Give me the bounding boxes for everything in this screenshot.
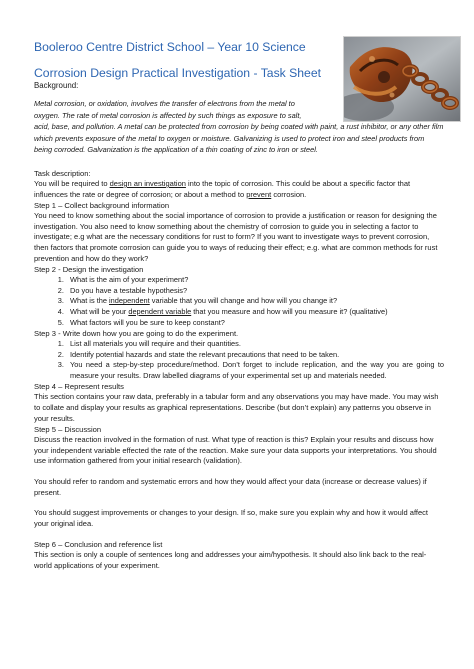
task-heading: Task description: — [34, 168, 91, 178]
step2-item — [66, 296, 444, 307]
sheet-title: Corrosion Design Practical Investigation - Task Sheet — [34, 66, 321, 80]
step5-heading: Step 5 – Discussion — [34, 425, 102, 435]
step2-item — [66, 318, 444, 329]
step3-item: 1. List all materials you will require and their quantities. — [66, 339, 444, 350]
task-emphasis-prevent: prevent — [246, 189, 272, 199]
step2-item — [66, 286, 444, 297]
step2-list — [34, 275, 444, 328]
step2-item-text: What factors will you be sure to keep constant? — [70, 317, 225, 327]
task-sheet — [34, 38, 444, 572]
step2-item — [66, 275, 444, 286]
step2-heading: Step 2 - Design the investigation — [34, 265, 144, 275]
background-text — [34, 98, 444, 156]
step2-item-text: What will be your — [70, 306, 129, 316]
step2-item-text: What is the — [70, 296, 110, 306]
background-line-2: oxygen. The rate of metal corrosion is affected by such things as exposure to salt, — [34, 110, 302, 120]
step4-heading: Step 4 – Represent results — [34, 382, 124, 392]
step3-item: 2. Identify potential hazards and state the relevant precautions that need to be taken. — [66, 350, 444, 361]
step1-text: You need to know something about the social importance of corrosion to provide a justification or reason for designing the investigation. You also need to know something about the chemistry of corrosion to guide you in selecting a factor to investigate; e.g what are the necessary conditions for rust to form? If you want to investigate ways to prevent corrosion, then factors that promote corrosion can guide you to ways of reducing their effect; e.g. what are common methods for rust prevention and how do they work? — [34, 211, 438, 263]
task-text-2: into the topic of corrosion. This could be about a specific factor that influences the rate or degree of corrosion; or about a method to — [34, 178, 411, 199]
step2-item-text: variable that you will change and how will you change it? — [149, 296, 338, 306]
independent-variable-term: independent — [109, 296, 150, 306]
step3-heading: Step 3 - Write down how you are going to do the experiment. — [34, 329, 239, 339]
step2-item — [66, 307, 444, 318]
task-emphasis-design: design an investigation — [109, 178, 186, 188]
step6-heading: Step 6 – Conclusion and reference list — [34, 540, 163, 550]
task-text-3: corrosion. — [271, 189, 307, 199]
step5-text: Discuss the reaction involved in the formation of rust. What type of reaction is this? Explain your results and discuss how your independent variable effected the rate of the reaction. Make sure your data supports your interpretations. You should use information gathered from your initial research (validation). — [34, 435, 437, 466]
task-description — [34, 179, 444, 200]
step3-list — [34, 339, 444, 381]
step4-text: This section contains your raw data, preferably in a tabular form and any observations you may have made. You may wish to collate and display your results as graphical representations. Describe (but don’t explain) any patterns you observe in your results. — [34, 392, 439, 423]
step3-item: 3. You need a step-by-step procedure/method. Don’t forget to include replication, and the way you are going to measure your results. Draw labelled diagrams of your experimental set up and materials needed. — [66, 360, 444, 381]
step5-improvements-text: You should suggest improvements or changes to your design. If so, make sure you explain why and how it would affect your original idea. — [34, 508, 428, 528]
step2-item-text: that you measure and how will you measure it? (qualitative) — [191, 306, 388, 316]
school-title: Booleroo Centre District School – Year 10 Science — [34, 40, 306, 54]
step1-heading: Step 1 – Collect background information — [34, 201, 170, 211]
step6-text: This section is only a couple of sentences long and addresses your aim/hypothesis. It should also link back to the real-world applications of your experiment. — [34, 550, 427, 570]
background-rest: acid, base, and pollution. A metal can be protected from corrosion by being coated with paint, a rust inhibitor, or any other film which prevents exposure of the metal to oxygen or moisture. Galvanizing is used to protect iron and steel products from being corroded. Galvanization is the application of a thin coating of zinc to iron or steel. — [34, 122, 444, 155]
step2-item-text: Do you have a testable hypothesis? — [70, 285, 188, 295]
step5-errors-text: You should refer to random and systematic errors and how they would affect your data (increase or decrease values) if present. — [34, 477, 427, 497]
task-text-1: You will be required to — [34, 178, 110, 188]
background-label: Background: — [34, 81, 79, 90]
background-line-1: Metal corrosion, or oxidation, involves the transfer of electrons from the metal to — [34, 99, 295, 108]
dependent-variable-term: dependent variable — [128, 306, 192, 316]
step2-item-text: What is the aim of your experiment? — [70, 275, 189, 285]
